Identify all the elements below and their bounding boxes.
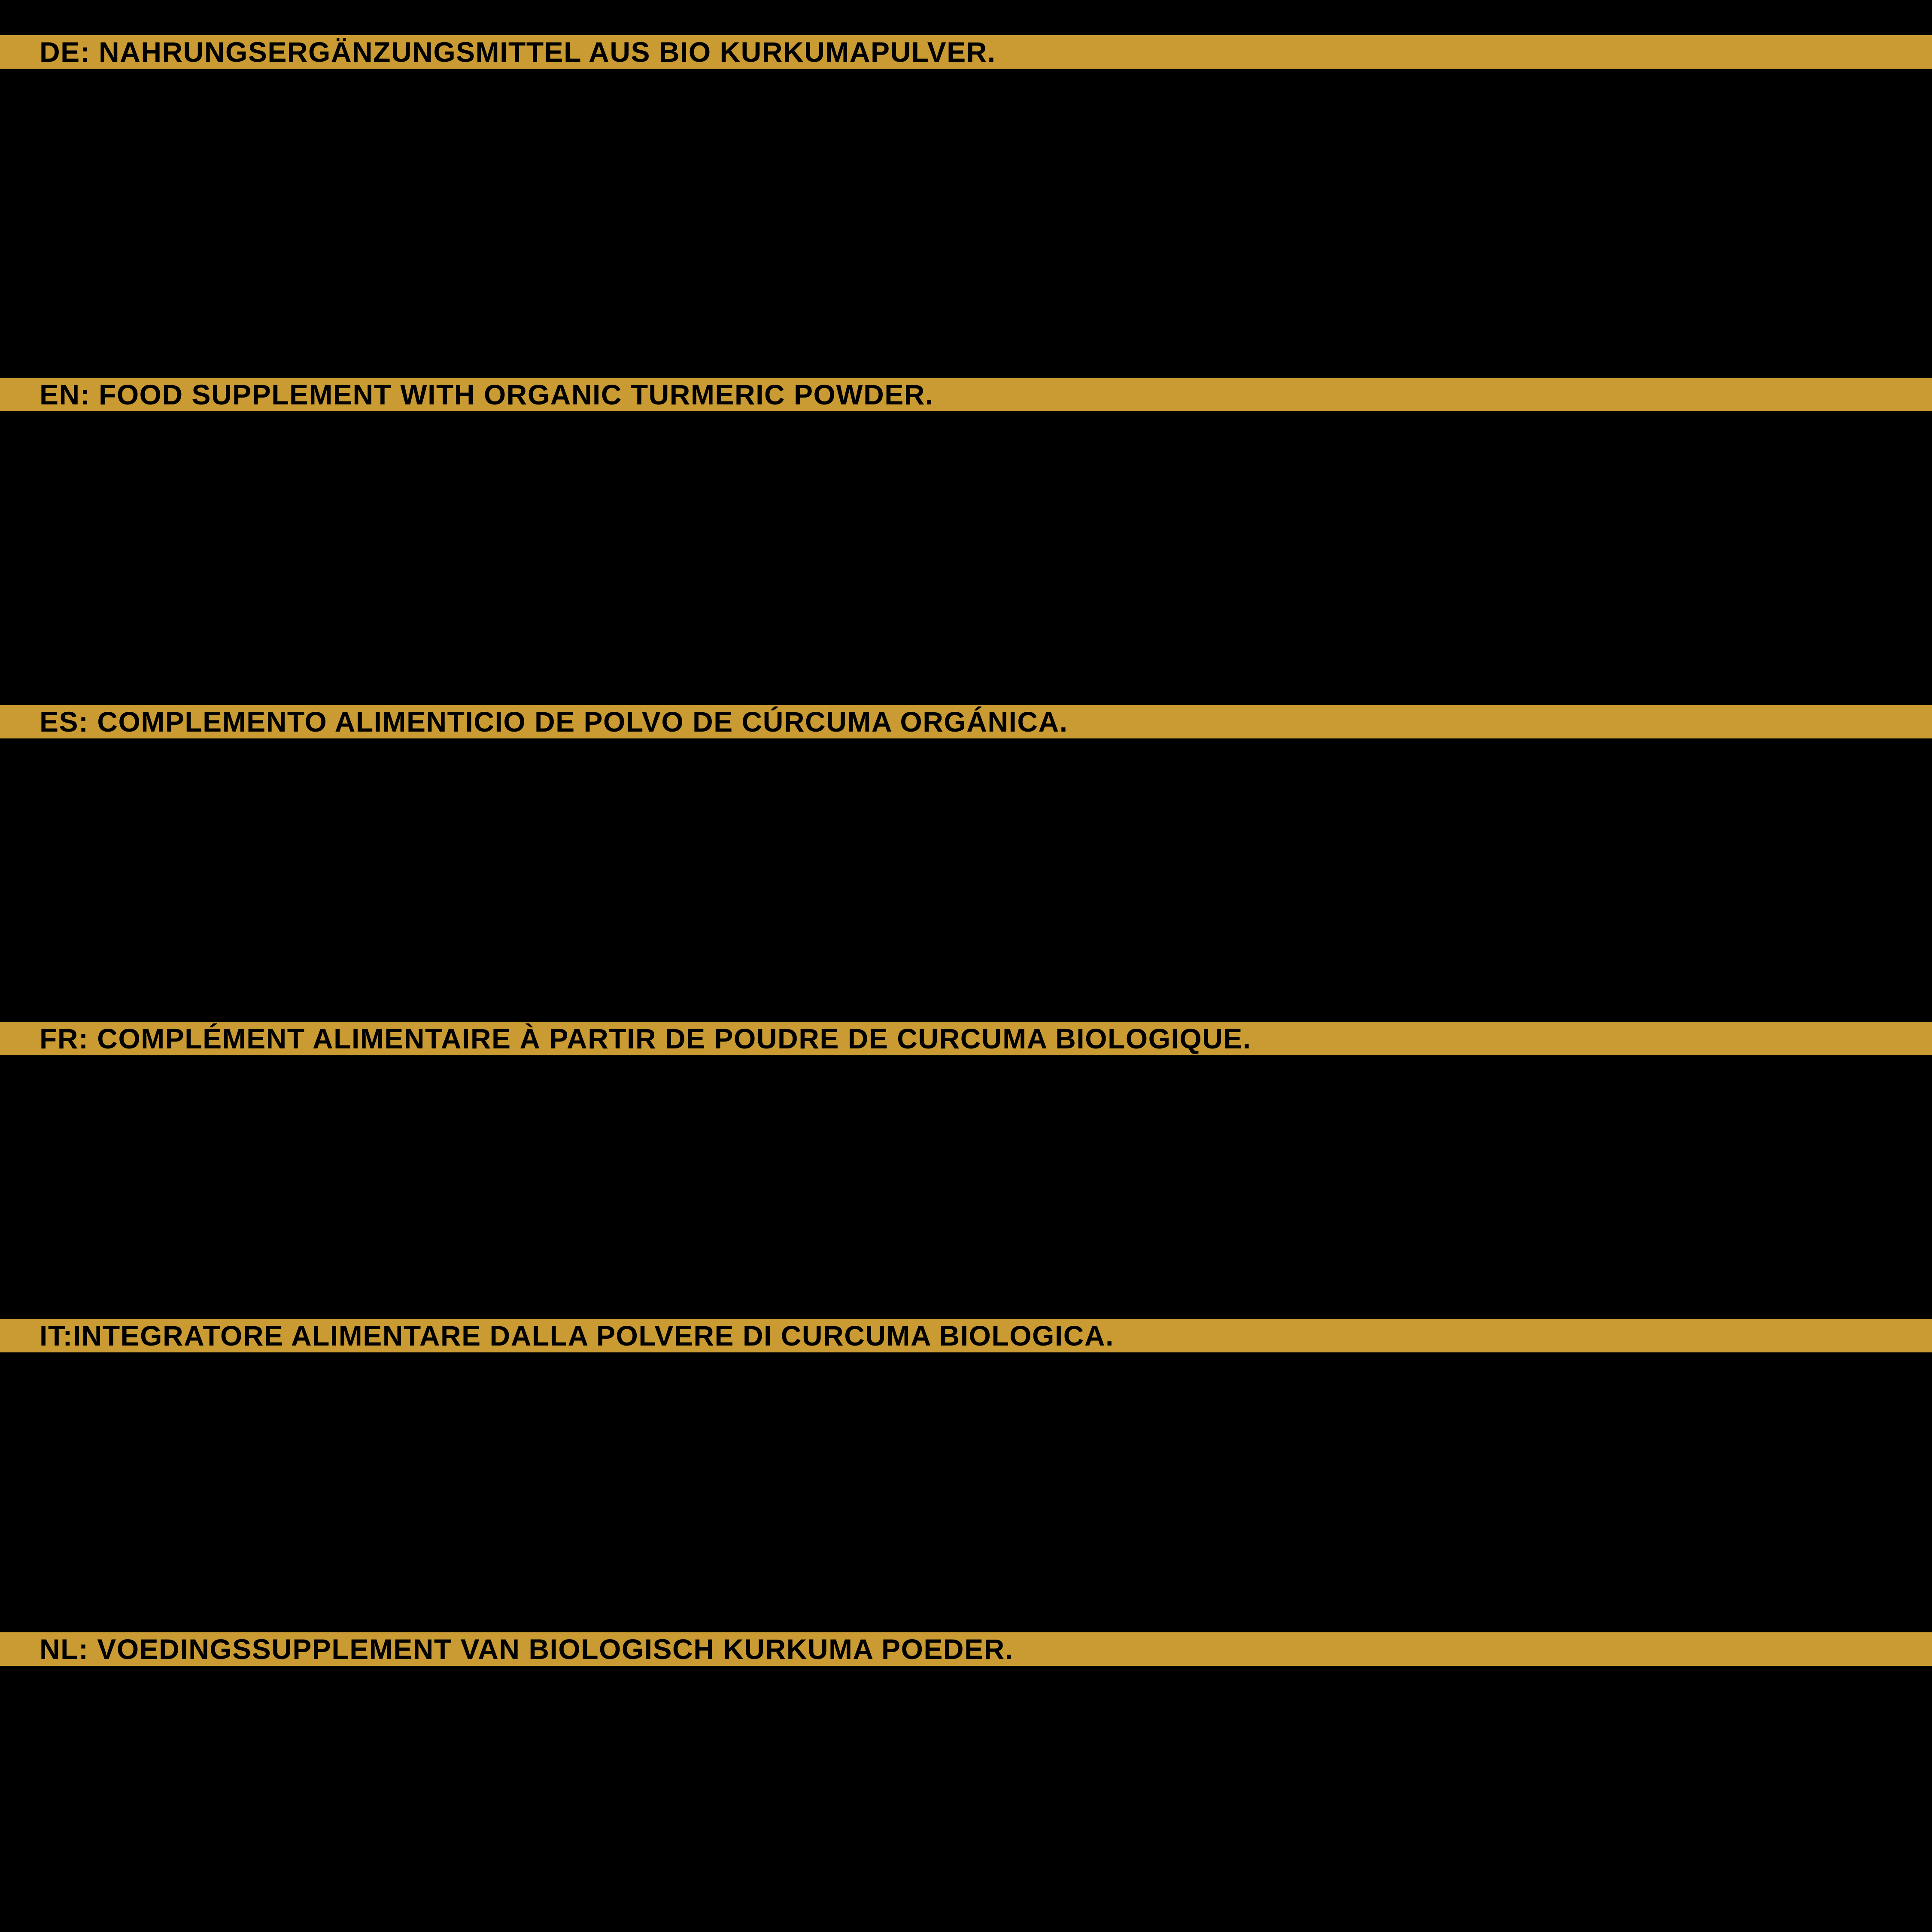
language-band-text-nl: NL: VOEDINGSSUPPLEMENT VAN BIOLOGISCH KURKUMA POEDER. <box>39 1633 1014 1665</box>
language-band-text-es: ES: COMPLEMENTO ALIMENTICIO DE POLVO DE CÚRCUMA ORGÁNICA. <box>39 706 1068 738</box>
language-band-de <box>0 35 1932 69</box>
language-band-nl <box>0 1632 1932 1666</box>
language-band-it <box>0 1319 1932 1352</box>
language-band-es <box>0 705 1932 738</box>
language-band-text-de: DE: NAHRUNGSERGÄNZUNGSMITTEL AUS BIO KURKUMAPULVER. <box>39 36 996 68</box>
language-band-fr <box>0 1022 1932 1055</box>
language-band-text-it: IT:INTEGRATORE ALIMENTARE DALLA POLVERE DI CURCUMA BIOLOGICA. <box>39 1320 1114 1352</box>
language-band-text-fr: FR: COMPLÉMENT ALIMENTAIRE À PARTIR DE POUDRE DE CURCUMA BIOLOGIQUE. <box>39 1023 1252 1054</box>
language-band-text-en: EN: FOOD SUPPLEMENT WITH ORGANIC TURMERIC POWDER. <box>39 379 934 410</box>
language-band-en <box>0 378 1932 411</box>
